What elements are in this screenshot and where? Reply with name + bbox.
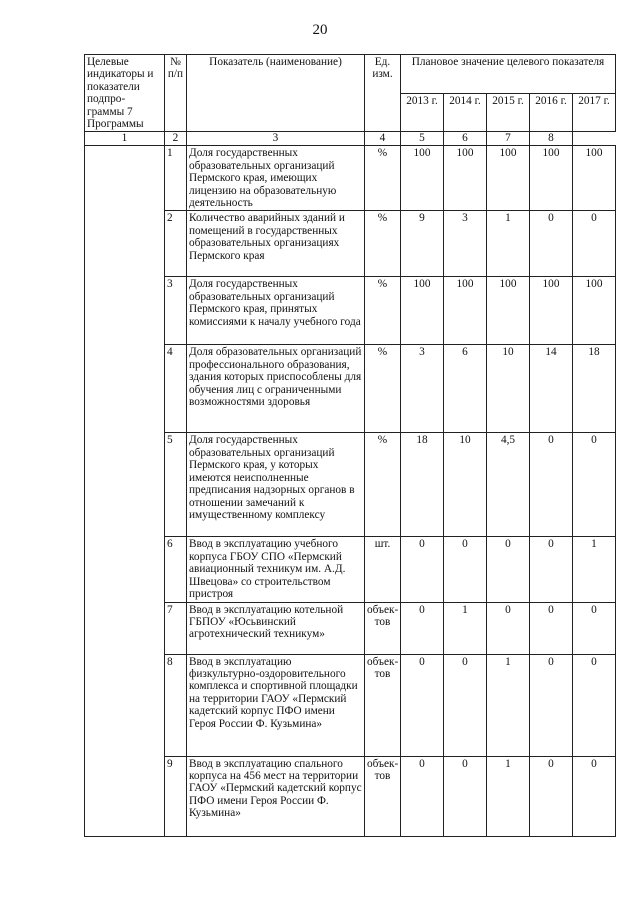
value-cell: 0 xyxy=(401,602,444,654)
row-number: 7 xyxy=(165,602,187,654)
row-number: 3 xyxy=(165,277,187,345)
value-cell: 9 xyxy=(401,211,444,277)
value-cell: 14 xyxy=(530,345,573,433)
table-row xyxy=(85,345,616,433)
row-number: 9 xyxy=(165,756,187,836)
column-number: 5 xyxy=(401,132,444,146)
value-cell: 1 xyxy=(573,537,616,602)
value-cell: 0 xyxy=(530,756,573,836)
table-row xyxy=(85,756,616,836)
unit-cell: объек-тов xyxy=(365,654,401,756)
unit-cell: шт. xyxy=(365,537,401,602)
section-column-cell xyxy=(85,146,165,836)
row-number: 6 xyxy=(165,537,187,602)
unit-cell: % xyxy=(365,211,401,277)
table-row xyxy=(85,211,616,277)
header-row xyxy=(85,55,616,94)
value-cell: 4,5 xyxy=(487,433,530,537)
value-cell: 100 xyxy=(530,146,573,211)
indicators-table xyxy=(84,54,616,837)
indicator-name: Количество аварийных зданий и помещений в государственных образовательных организациях Пермского края xyxy=(187,211,365,277)
unit-cell: % xyxy=(365,277,401,345)
row-number: 2 xyxy=(165,211,187,277)
page-number: 20 xyxy=(312,22,328,38)
value-cell: 0 xyxy=(401,756,444,836)
value-cell: 0 xyxy=(573,211,616,277)
row-number: 1 xyxy=(165,146,187,211)
column-number: 6 xyxy=(444,132,487,146)
value-cell: 100 xyxy=(487,277,530,345)
value-cell: 0 xyxy=(444,756,487,836)
value-cell: 1 xyxy=(487,654,530,756)
header-num: № п/п xyxy=(165,55,187,132)
value-cell: 100 xyxy=(401,277,444,345)
value-cell: 100 xyxy=(444,277,487,345)
value-cell: 100 xyxy=(444,146,487,211)
table-row xyxy=(85,146,616,211)
indicator-name: Доля государственных образовательных организаций Пермского края, имеющих лицензию на образовательную деятельность xyxy=(187,146,365,211)
value-cell: 3 xyxy=(401,345,444,433)
value-cell: 100 xyxy=(487,146,530,211)
value-cell: 0 xyxy=(401,654,444,756)
value-cell: 6 xyxy=(444,345,487,433)
header-year: 2013 г. xyxy=(401,93,444,132)
unit-cell: % xyxy=(365,433,401,537)
column-number: 3 xyxy=(187,132,365,146)
value-cell: 0 xyxy=(401,537,444,602)
value-cell: 100 xyxy=(530,277,573,345)
value-cell: 0 xyxy=(487,602,530,654)
row-number: 8 xyxy=(165,654,187,756)
value-cell: 0 xyxy=(573,602,616,654)
value-cell: 10 xyxy=(487,345,530,433)
unit-cell: объек-тов xyxy=(365,756,401,836)
value-cell: 18 xyxy=(401,433,444,537)
value-cell: 100 xyxy=(573,277,616,345)
value-cell: 100 xyxy=(573,146,616,211)
value-cell: 0 xyxy=(573,433,616,537)
column-number: 8 xyxy=(530,132,573,146)
column-number: 2 xyxy=(165,132,187,146)
header-year: 2017 г. xyxy=(573,93,616,132)
value-cell: 0 xyxy=(530,537,573,602)
table-row xyxy=(85,537,616,602)
value-cell: 0 xyxy=(530,602,573,654)
row-number: 4 xyxy=(165,345,187,433)
column-number: 1 xyxy=(85,132,165,146)
indicator-name: Ввод в эксплуатацию котельной ГБПОУ «Юсьвинский агротехнический техникум» xyxy=(187,602,365,654)
unit-cell: % xyxy=(365,146,401,211)
unit-cell: объек-тов xyxy=(365,602,401,654)
value-cell: 18 xyxy=(573,345,616,433)
value-cell: 1 xyxy=(487,211,530,277)
indicator-name: Доля государственных образовательных организаций Пермского края, у которых имеются неисполненные предписания надзорных органов в отношении замечаний к имущественному комплексу xyxy=(187,433,365,537)
value-cell: 0 xyxy=(573,654,616,756)
value-cell: 0 xyxy=(444,537,487,602)
value-cell: 1 xyxy=(487,756,530,836)
value-cell: 0 xyxy=(487,537,530,602)
value-cell: 10 xyxy=(444,433,487,537)
value-cell: 0 xyxy=(444,654,487,756)
section-title: Целевые индикаторы и показатели подпро-граммы 7 Программы xyxy=(85,55,165,132)
value-cell: 100 xyxy=(401,146,444,211)
value-cell: 3 xyxy=(444,211,487,277)
indicator-name: Ввод в эксплуатацию спального корпуса на 456 мест на территории ГАОУ «Пермский кадетский корпус ПФО имени Героя России Ф. Кузьмина» xyxy=(187,756,365,836)
indicator-name: Доля государственных образовательных организаций Пермского края, принятых комиссиями к началу учебного года xyxy=(187,277,365,345)
column-number: 4 xyxy=(365,132,401,146)
value-cell: 1 xyxy=(444,602,487,654)
column-number: 7 xyxy=(487,132,530,146)
indicator-name: Доля образовательных организаций профессионального образования, здания которых приспособлены для обучения лиц с ограниченными возможностями здоровья xyxy=(187,345,365,433)
header-year: 2016 г. xyxy=(530,93,573,132)
header-unit: Ед. изм. xyxy=(365,55,401,132)
table-row xyxy=(85,433,616,537)
header-year: 2014 г. xyxy=(444,93,487,132)
indicator-name: Ввод в эксплуатацию учебного корпуса ГБОУ СПО «Пермский авиационный техникум им. А.Д. Швецова» со строительством пристроя xyxy=(187,537,365,602)
column-number-row xyxy=(85,132,616,146)
indicator-name: Ввод в эксплуатацию физкультурно-оздоровительного комплекса и спортивной площадки на территории ГАОУ «Пермский кадетский корпус ПФО имени Героя России Ф. Кузьмина» xyxy=(187,654,365,756)
header-name: Показатель (наименование) xyxy=(187,55,365,132)
value-cell: 0 xyxy=(530,211,573,277)
value-cell: 0 xyxy=(530,654,573,756)
table-row xyxy=(85,654,616,756)
table-row xyxy=(85,277,616,345)
value-cell: 0 xyxy=(573,756,616,836)
unit-cell: % xyxy=(365,345,401,433)
header-year: 2015 г. xyxy=(487,93,530,132)
value-cell: 0 xyxy=(530,433,573,537)
table-row xyxy=(85,602,616,654)
header-planned: Плановое значение целевого показателя xyxy=(401,55,616,94)
row-number: 5 xyxy=(165,433,187,537)
